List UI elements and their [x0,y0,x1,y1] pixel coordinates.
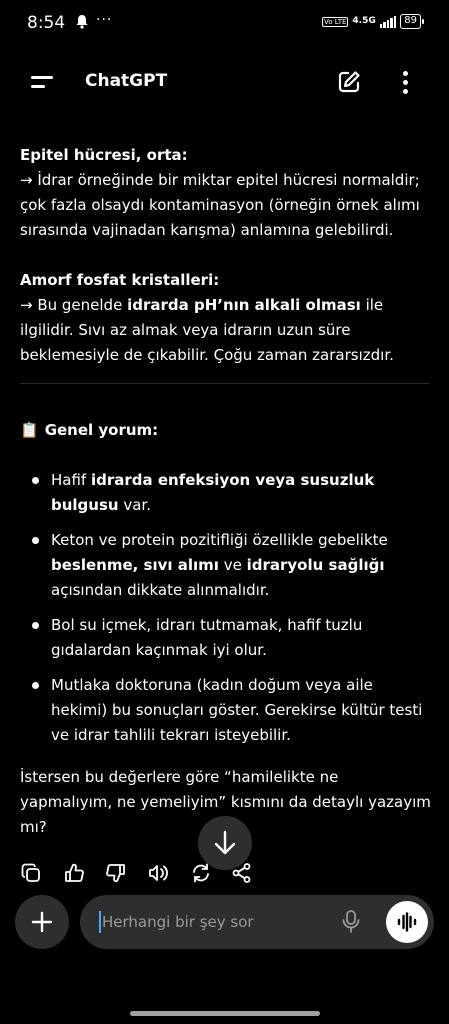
summary-list [20,468,432,748]
message-composer [80,895,434,949]
list-item [20,468,432,518]
phosphate-body-text-end: ile ilgilidir. Sıvı az almak veya idrarın uzun süre beklemesiyle de çıkabilir. Çoğu zaman zararsızdır. [20,296,394,364]
follow-up-question: İstersen bu değerlere göre “hamilelikte ne yapmalıyım, ne yemeliyim” kısmını da detaylı yazayım mı? [20,768,431,836]
share-icon[interactable] [231,862,253,884]
message-actions [20,862,260,888]
voice-mode-button[interactable] [386,901,428,943]
menu-icon[interactable] [28,72,56,94]
list-text: Keton ve protein pozitifliği özellikle gebelikte [51,531,388,549]
epithelial-heading: Epitel hücresi, orta: [20,146,188,164]
thumbs-up-icon[interactable] [63,862,85,884]
list-text: açısından dikkate alınmalıdır. [51,581,270,599]
copy-icon[interactable] [20,862,42,884]
phosphate-heading: Amorf fosfat kristalleri: [20,271,220,289]
status-right-group [322,14,421,29]
page-title: ChatGPT [85,71,168,91]
voice-mode-icon [396,912,418,932]
phosphate-body-bold: idrarda pH’nın alkali olması [127,296,361,314]
more-vert-icon[interactable] [395,70,415,96]
list-text: var. [118,496,151,514]
divider [20,383,430,384]
list-item: Mutlaka doktoruna (kadın doğum veya aile hekimi) bu sonuçları göster. Gerekirse kültür testi ve idrar tahlili tekrarı isteyebilir. [20,673,432,748]
home-indicator [130,1011,320,1016]
epithelial-block [20,143,432,243]
new-chat-edit-icon[interactable] [336,69,362,95]
list-bold: beslenme, sıvı alımı [51,556,219,574]
thumbs-down-icon[interactable] [105,862,127,884]
battery-icon: 89 [400,14,421,29]
mic-icon[interactable] [340,909,362,935]
status-bar [0,0,449,46]
add-attachment-button[interactable] [15,895,69,949]
phosphate-body-text: → Bu genelde [20,296,128,314]
status-more-indicator: ··· [96,12,113,28]
read-aloud-icon[interactable] [147,862,169,884]
section-title [20,418,432,443]
epithelial-body: → İdrar örneğinde bir miktar epitel hücresi normaldir; çok fazla olsaydı kontaminasyon (örneğin örnek alımı sırasında vajinadan karışma) anlamına gelebilirdi. [20,171,420,239]
phosphate-body [20,293,432,368]
list-text: Hafif [51,471,91,489]
list-text: ve [218,556,247,574]
status-time: 8:54 [27,13,66,33]
list-bold: idrarda enfeksiyon veya susuzluk bulgusu [51,471,375,514]
app-header [0,58,449,108]
list-item [20,528,432,603]
phosphate-block [20,268,432,368]
volte-badge: Vo LTE [324,17,347,26]
text-caret [99,911,101,933]
signal-icon [380,16,397,28]
assistant-message [20,143,432,840]
network-type: 4.5G [352,16,376,26]
list-bold: idraryolu sağlığı [246,556,385,574]
message-input[interactable] [102,895,322,949]
list-item: Bol su içmek, idrarı tutmamak, hafif tuzlu gıdalardan kaçınmak iyi olur. [20,613,432,663]
arrow-down-icon [213,830,237,856]
notification-bell-icon [75,14,89,29]
regenerate-icon[interactable] [190,862,212,884]
section-title-text: Genel yorum: [44,421,159,439]
clipboard-icon: 📋 [20,421,39,439]
plus-icon [31,911,53,933]
